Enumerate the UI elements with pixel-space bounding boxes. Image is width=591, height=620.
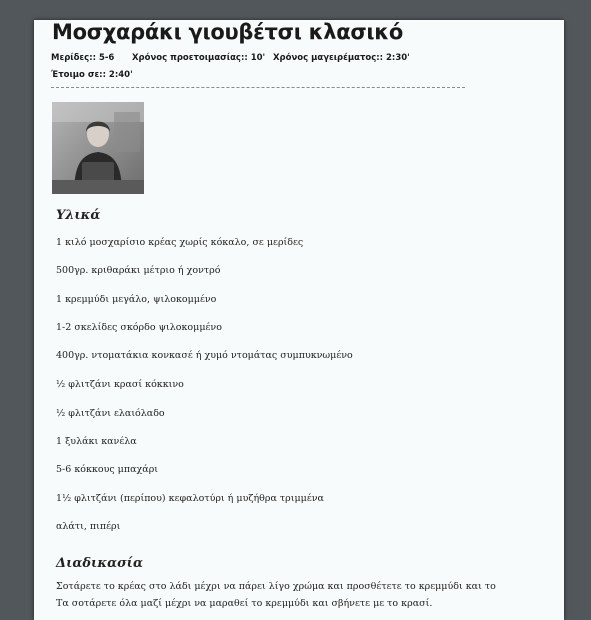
ingredient-item: 5-6 κόκκους μπαχάρι — [56, 464, 158, 475]
ingredient-item: 500γρ. κριθαράκι μέτριο ή χοντρό — [56, 265, 221, 276]
ingredient-item: 400γρ. ντοματάκια κονκασέ ή χυμό ντομάτας συμπυκνωμένο — [56, 350, 353, 361]
chef-photo — [52, 102, 144, 194]
recipe-title: Μοσχαράκι γιουβέτσι κλασικό — [52, 20, 404, 44]
ingredient-item: ½ φλιτζάνι κρασί κόκκινο — [56, 379, 184, 390]
ingredient-item: 1½ φλιτζάνι (περίπου) κεφαλοτύρι ή μυζήθρα τριμμένα — [56, 493, 324, 504]
cook-time-label: Χρόνος μαγειρέματος:: 2:30' — [273, 53, 410, 63]
ingredient-item: αλάτι, πιπέρι — [56, 521, 121, 532]
document-page — [34, 20, 564, 620]
method-step-line: Σοτάρετε το κρέας στο λάδι μέχρι να πάρει λίγο χρώμα και προσθέτετε το κρεμμύδι και το — [56, 581, 496, 592]
chef-photo-image — [52, 102, 144, 194]
prep-time-label: Χρόνος προετοιμασίας:: 10' — [132, 53, 266, 63]
ready-in-label: Έτοιμο σε:: 2:40' — [51, 70, 133, 80]
method-step-line: Τα σοτάρετε όλα μαζί μέχρι να μαραθεί το κρεμμύδι και σβήνετε με το κρασί. — [56, 598, 433, 609]
ingredient-item: ½ φλιτζάνι ελαιόλαδο — [56, 408, 165, 419]
ingredient-item: 1 ξυλάκι κανέλα — [56, 436, 137, 447]
ingredient-item: 1 κιλό μοσχαρίσιο κρέας χωρίς κόκαλο, σε μερίδες — [56, 237, 304, 248]
ingredient-item: 1 κρεμμύδι μεγάλο, ψιλοκομμένο — [56, 294, 217, 305]
dashed-divider — [51, 87, 465, 88]
method-heading: Διαδικασία — [56, 556, 143, 571]
servings-label: Μερίδες:: 5-6 — [51, 53, 115, 63]
ingredient-item: 1-2 σκελίδες σκόρδο ψιλοκομμένο — [56, 322, 222, 333]
ingredients-heading: Υλικά — [56, 208, 101, 223]
